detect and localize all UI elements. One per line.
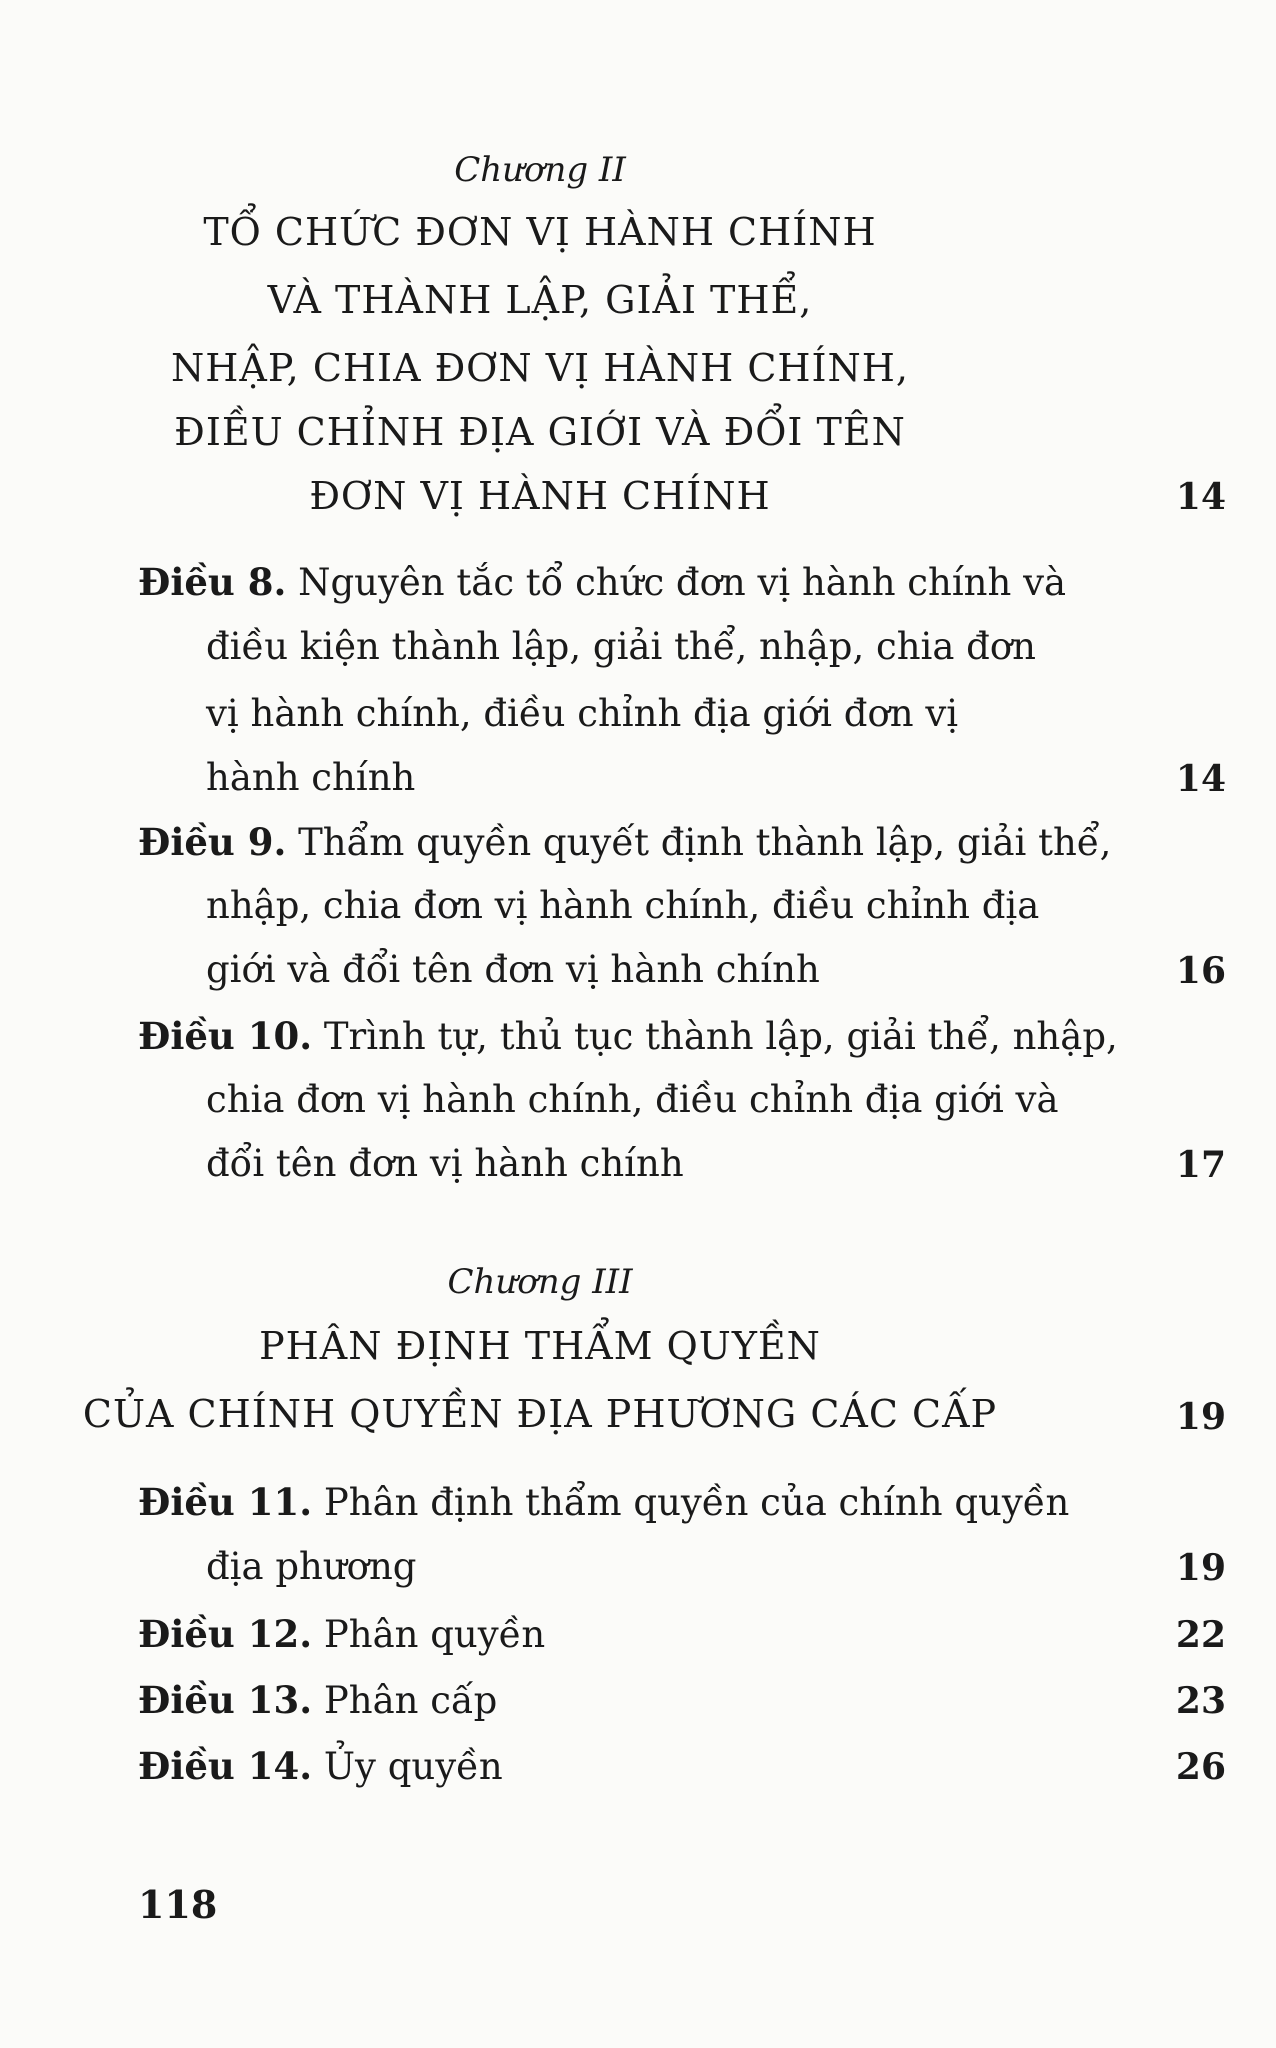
article-9-text-1: Thẩm quyền quyết định thành lập, giải thể, [298,821,1112,864]
article-11-page-number: 19 [1175,1547,1226,1589]
article-10-line-2: chia đơn vị hành chính, điều chỉnh địa giới và [206,1078,1059,1121]
article-10-line-1 [138,1014,1118,1058]
article-11-line-2: địa phương [206,1545,417,1588]
chapter-2-title-line-2: VÀ THÀNH LẬP, GIẢI THỂ, [267,278,813,322]
article-12-heading: Điều 12. [138,1612,313,1656]
article-8-page-number: 14 [1175,758,1226,800]
article-8-line-3: vị hành chính, điều chỉnh địa giới đơn vị [206,692,959,735]
chapter-2-title-line-1: TỔ CHỨC ĐƠN VỊ HÀNH CHÍNH [203,210,877,254]
chapter-3-label: Chương III [447,1262,633,1302]
article-9-heading: Điều 9. [138,820,287,864]
article-11-heading: Điều 11. [138,1480,313,1524]
article-12-line [138,1612,545,1656]
article-14-text: Ủy quyền [323,1745,503,1788]
article-9-line-3: giới và đổi tên đơn vị hành chính [206,948,820,991]
article-8-heading: Điều 8. [138,560,287,604]
chapter-2-label: Chương II [454,150,626,190]
article-9-line-2: nhập, chia đơn vị hành chính, điều chỉnh địa [206,884,1040,927]
article-13-line [138,1678,497,1722]
article-8-line-4: hành chính [206,756,416,799]
chapter-3-title-line-2: CỦA CHÍNH QUYỀN ĐỊA PHƯƠNG CÁC CẤP [82,1392,998,1436]
article-10-heading: Điều 10. [138,1014,313,1058]
article-14-page-number: 26 [1175,1746,1226,1788]
chapter-2-title-line-5: ĐƠN VỊ HÀNH CHÍNH [309,474,771,518]
article-13-heading: Điều 13. [138,1678,313,1722]
article-12-text: Phân quyền [323,1613,546,1656]
page-folio: 118 [138,1882,218,1927]
chapter-2-page-number: 14 [1175,476,1226,518]
article-9-page-number: 16 [1175,950,1226,992]
article-11-text-1: Phân định thẩm quyền của chính quyền [323,1481,1070,1524]
chapter-3-title-line-1: PHÂN ĐỊNH THẨM QUYỀN [259,1324,821,1368]
article-10-text-1: Trình tự, thủ tục thành lập, giải thể, nhập, [323,1015,1118,1058]
article-10-line-3: đổi tên đơn vị hành chính [206,1142,684,1185]
chapter-2-title-line-3: NHẬP, CHIA ĐƠN VỊ HÀNH CHÍNH, [170,346,910,390]
article-8-line-1 [138,560,1066,604]
chapter-3-page-number: 19 [1175,1396,1226,1438]
article-13-text: Phân cấp [323,1679,498,1722]
article-8-text-1: Nguyên tắc tổ chức đơn vị hành chính và [298,561,1067,604]
article-14-heading: Điều 14. [138,1744,313,1788]
article-11-line-1 [138,1480,1069,1524]
article-13-page-number: 23 [1175,1680,1226,1722]
article-9-line-1 [138,820,1111,864]
chapter-2-title-line-4: ĐIỀU CHỈNH ĐỊA GIỚI VÀ ĐỔI TÊN [174,410,906,454]
article-14-line [138,1744,503,1788]
article-8-line-2: điều kiện thành lập, giải thể, nhập, chia đơn [206,625,1036,668]
article-12-page-number: 22 [1175,1614,1226,1656]
article-10-page-number: 17 [1175,1144,1226,1186]
